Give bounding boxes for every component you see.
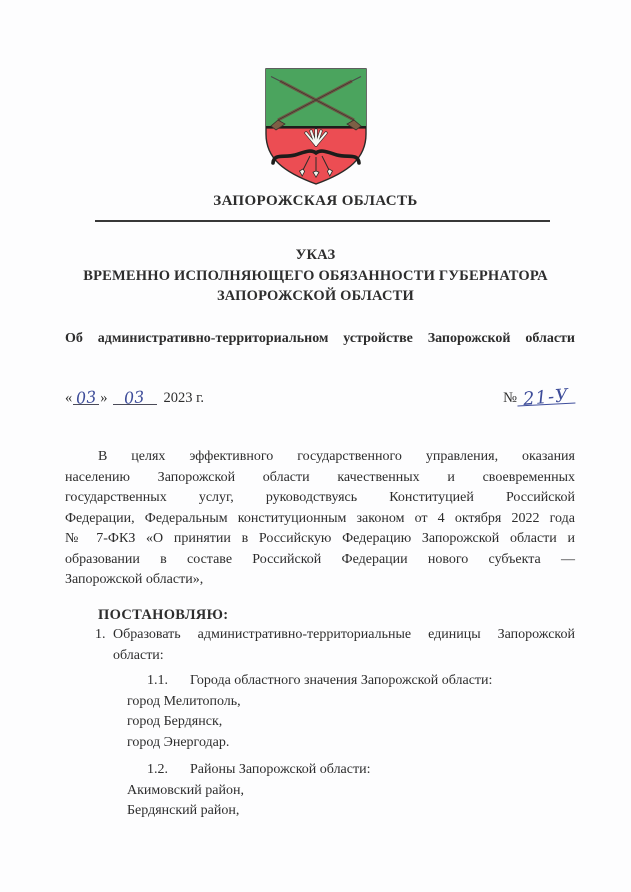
- city-entry: город Бердянск,: [127, 714, 223, 729]
- list-item-1-line: области:: [113, 647, 164, 663]
- preamble-line: населению Запорожской области качественных и своевременных: [65, 469, 575, 485]
- preamble-line: Федерации, Федеральным конституционным законом от 4 октября 2022 года: [65, 510, 575, 526]
- subsection-number: 1.1.: [147, 673, 168, 688]
- subsection-number: 1.2.: [147, 762, 168, 777]
- document-title: [0, 245, 631, 307]
- city-entry: город Энергодар.: [127, 734, 230, 750]
- divider-line: [95, 220, 550, 222]
- item-text: Образовать административно-территориальные единицы Запорожской: [113, 627, 575, 642]
- preamble: [65, 447, 575, 591]
- handwritten-month: 03: [123, 387, 146, 408]
- list-item-1-line: [65, 625, 575, 646]
- close-quote: »: [100, 390, 108, 406]
- district-entry: Акимовский район,: [127, 782, 244, 798]
- region-name: ЗАПОРОЖСКАЯ ОБЛАСТЬ: [213, 193, 418, 209]
- subsection-1-1: [65, 671, 575, 692]
- district-entry: Бердянский район,: [127, 803, 240, 818]
- title-line-2: ВРЕМЕННО ИСПОЛНЯЮЩЕГО ОБЯЗАННОСТИ ГУБЕРНАТОРА: [83, 267, 548, 284]
- meta-row: [65, 387, 575, 409]
- date-field: [65, 387, 204, 409]
- number-field: [503, 387, 575, 409]
- handwritten-number: 21-У: [522, 385, 570, 410]
- day-blank: [73, 387, 99, 408]
- preamble-line: государственных услуг, руководствуясь Конституцией Российской: [65, 490, 575, 505]
- number-sign: №: [503, 390, 517, 406]
- preamble-line: № 7-ФКЗ «О принятии в Российскую Федерацию Запорожской области и: [65, 531, 575, 546]
- item-number: 1.: [95, 627, 106, 642]
- year-label: 2023 г.: [163, 390, 205, 406]
- preamble-line: образовании в составе Российской Федерации нового субъекта —: [65, 551, 575, 567]
- preamble-line: В целях эффективного государственного управления, оказания: [98, 449, 575, 464]
- open-quote: «: [65, 390, 73, 406]
- city-entry: город Мелитополь,: [127, 693, 241, 709]
- subsection-1-2: [65, 760, 575, 781]
- title-line-3: ЗАПОРОЖСКОЙ ОБЛАСТИ: [216, 288, 415, 304]
- document-body: [0, 329, 631, 822]
- subject-line: Об административно-территориальном устройстве Запорожской области: [65, 330, 575, 346]
- preamble-line: Запорожской области»,: [65, 572, 204, 587]
- month-blank: [113, 387, 157, 408]
- number-blank: [517, 385, 576, 410]
- subsection-title: Районы Запорожской области:: [190, 762, 371, 777]
- handwritten-day: 03: [75, 387, 98, 408]
- list-item-1: [65, 625, 575, 666]
- coat-of-arms-icon: [261, 66, 371, 188]
- subsection-title: Города областного значения Запорожской области:: [190, 673, 493, 688]
- title-line-1: УКАЗ: [295, 247, 336, 263]
- resolve-heading: ПОСТАНОВЛЯЮ:: [98, 606, 229, 623]
